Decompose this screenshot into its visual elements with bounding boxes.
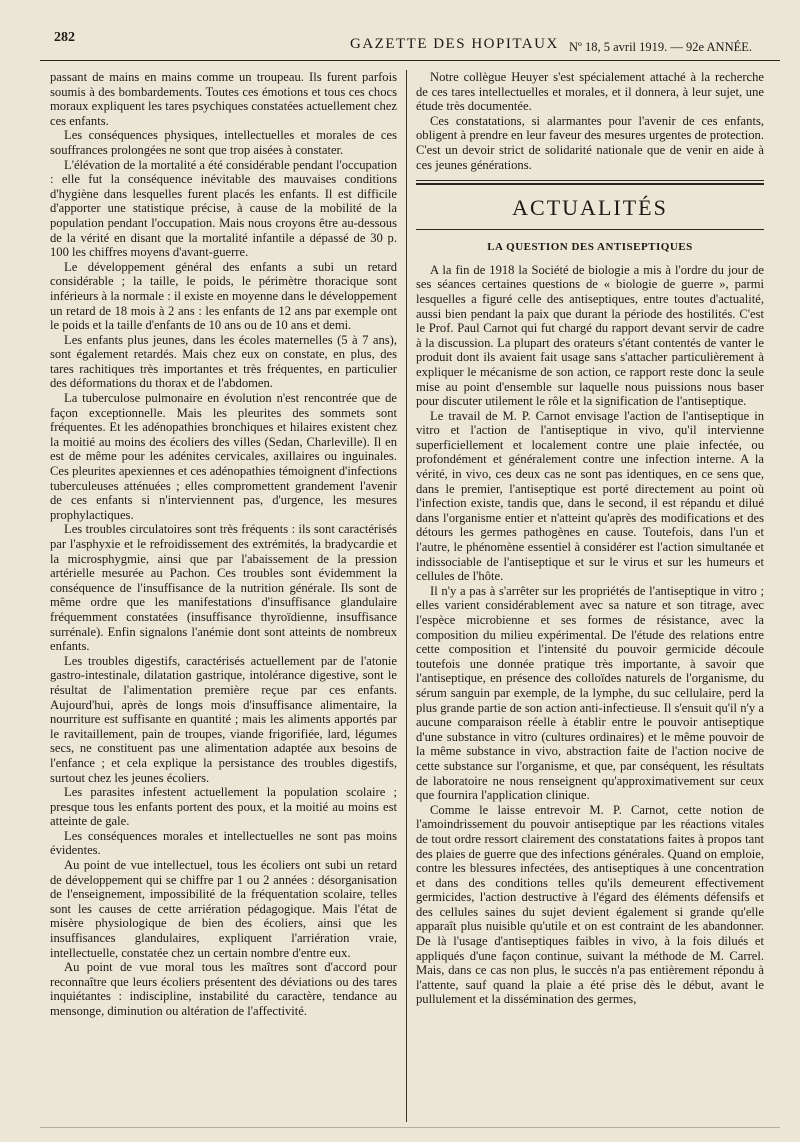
paragraph: L'élévation de la mortalité a été considérable pendant l'occupation : elle fut la conséquence inévitable des mauvaises conditions d'hygiène dans lesquelles furent placés les enfants. Il est difficile d'apporter une statistique précise, à cause de la mobilité de la population pendant l'occupation. Mais nous croyons être au-dessous de la vérité en disant que la mortalité infantile a dépassé de 30 p. 100 les chiffres moyens d'avant-guerre. <box>50 157 397 260</box>
article-title: LA QUESTION DES ANTISEPTIQUES <box>487 241 693 254</box>
paragraph: La tuberculose pulmonaire en évolution n'est rencontrée que de façon exceptionnelle. Mais les pleurites des sommets sont fréquentes. Et les adénopathies bronchiques et hilaires existent chez la moitié au moins des écoliers des villes (Sedan, Charleville). Il en est de même pour les adénites cervicales, axillaires ou inguinales. Ces pleurites apexiennes et ces adénopathies témoignent d'infections tuberculeuses atténuées ; elles compromettent grandement l'avenir de ces enfants si n'interviennent pas, d'urgence, les mesures prophylactiques. <box>50 391 397 522</box>
paragraph: Les troubles circulatoires sont très fréquents : ils sont caractérisés par l'asphyxie et le refroidissement des extrémités, la bradycardie et la microsphygmie, ainsi que par l'abaissement de la pression artérielle mesurée au Pachon. Ces troubles sont évidemment la conséquence de l'insuffisance de la nutrition générale. Ils sont de même ordre que les manifestations d'insuffisance glandulaire fréquemment constatées (insuffisance thyroïdienne, insuffisance surrénale). Enfin signalons l'anémie dont sont atteints de nombreux enfants. <box>50 522 397 654</box>
right-column <box>416 70 764 1122</box>
section-rule-thick <box>416 183 764 185</box>
title-underline <box>416 229 764 230</box>
paragraph: Les conséquences morales et intellectuelles ne sont pas moins évidentes. <box>50 828 397 858</box>
paragraph: Le travail de M. P. Carnot envisage l'action de l'antiseptique in vitro et l'action de l'antiseptique in vivo, qu'il intervienne superficiellement et localement contre une plaie infectée, ou profondément et généralement contre une infection interne. A la vérité, in vivo, ces deux cas ne sont pas identiques, en ce sens que, dans le premier, l'antiseptique est porté directement au point où l'infection existe, tandis que, dans le second, il est répandu et dilué dans l'organisme entier et n'atteint qu'après des modifications et des détours les germes pathogènes en cause. Toutefois, dans l'un et l'autre, le phénomène essentiel à considérer est l'action simultanée et indissociable de l'antiseptique et sur le virus et sur les humeurs et cellules de l'hôte. <box>416 408 764 584</box>
column-divider <box>406 70 407 1122</box>
paragraph: Le développement général des enfants a subi un retard considérable ; la taille, le poids, le périmètre thoracique sont inférieurs à la normale : il existe en moyenne dans le développement un retard de 18 mois à 2 ans : les enfants de 12 ans par exemple ont le poids et la taille d'enfants de 10 ans ou de 10 ans et demi. <box>50 259 397 333</box>
journal-title: GAZETTE DES HOPITAUX <box>350 36 559 52</box>
paragraph: Il n'y a pas à s'arrêter sur les propriétés de l'antiseptique in vitro ; elles varient considérablement avec sa nature et son titrage, avec l'espèce microbienne et ses formes de résistance, avec la composition du milieu expérimental. De l'étude des relations entre cette composition et l'intensité du pouvoir germicide découle toutefois une donnée pratique très importante, à savoir que l'antiseptique, en présence des colloïdes naturels de l'organisme, du sérum sanguin par exemple, de la lymphe, du suc cellulaire, perd la plus grande partie de son action anti-infectieuse. Il s'ensuit qu'il n'y a aucune comparaison réelle à établir entre le pouvoir antiseptique d'une substance in vitro (cultures ordinaires) et le même pouvoir de la même substance in vivo, abstraction faite de l'action nocive de cette substance sur l'organisme, et que, par conséquent, les résultats de laboratoire ne nous renseignent qu'approximativement sur ceux que fournira l'application clinique. <box>416 583 764 803</box>
paragraph: Au point de vue moral tous les maîtres sont d'accord pour reconnaître que leurs écoliers présentent des déviations ou des tares inquiétantes : indiscipline, instabilité du caractère, tendance au mensonge, diminution ou altération de l'affectivité. <box>50 960 397 1018</box>
left-column <box>50 70 397 1122</box>
paragraph: Comme le laisse entrevoir M. P. Carnot, cette notion de l'amoindrissement du pouvoir antiseptique par les réactions vitales de tout ordre ressort clairement des constatations faites à propos tant des plaies de guerre que des infections générales. Quand on emploie, contre les blessures infectées, des antiseptiques à une concentration et dans des conditions telles qu'ils demeurent effectivement germicides, l'action destructive à l'égard des éléments défensifs et des cellules saines du sujet devient également si grande qu'elle apparaît plus nuisible qu'utile et on est contraint de les abandonner. De là l'usage d'antiseptiques faibles in vivo, à la fois dilués et appliqués d'une façon continue, suivant la méthode de M. Carrel. Mais, dans ce cas non plus, le succès n'a pas entièrement répondu à l'attente, sauf quand la plaie a été prise dès le début, avant le pullulement et la dissémination des germes, <box>416 802 764 1007</box>
paragraph: Notre collègue Heuyer s'est spécialement attaché à la recherche de ces tares intellectuelles et morales, et il donnera, à leur sujet, une étude très documentée. <box>416 70 764 114</box>
section-title: ACTUALITÉS <box>512 195 668 221</box>
paragraph: passant de mains en mains comme un troupeau. Ils furent parfois soumis à des bombardements. Toutes ces émotions et tous ces chocs moraux expliquent les tares psychiques constatées actuellement chez ces enfants. <box>50 70 397 128</box>
section-rule-thin <box>416 180 764 181</box>
paragraph: A la fin de 1918 la Société de biologie a mis à l'ordre du jour de ses séances certaines questions de « biologie de guerre », parmi lesquelles a figuré celle des antiseptiques, entre toutes d'actualité, aussi bien pendant la paix que durant la période des hostilités. C'est le Prof. Paul Carnot qui fut chargé du rapport devant servir de cadre à la discussion. La plupart des orateurs s'étant contentés de vanter le produit dont ils avaient fait usage sans s'attacher particulièrement à expliquer le mécanisme de son action, ce rapport reste donc la seule mise au point d'ensemble sur laquelle nous puissions nous baser pour discuter utilement le rôle et la signification de l'antiseptique. <box>416 262 764 409</box>
paragraph: Ces constatations, si alarmantes pour l'avenir de ces enfants, obligent à prendre en leur faveur des mesures urgentes de protection. C'est un devoir strict de solidarité nationale que de venir en aide à ces jeunes générations. <box>416 113 764 172</box>
paragraph: Les conséquences physiques, intellectuelles et morales de ces souffrances prolongées ne sont que trop aisées à constater. <box>50 128 397 157</box>
paragraph: Au point de vue intellectuel, tous les écoliers ont subi un retard de développement qui se chiffre par 1 ou 2 années : désorganisation de l'enseignement, impossibilité de la fréquentation scolaire, telles sont les causes de cette arriération pédagogique. Mais l'état de misère physiologique de bien des écoliers, ainsi que les insuffisances glandulaires, expliquent l'arriération vraie, intellectuelle, constatée chez un certain nombre d'entre eux. <box>50 858 397 960</box>
paragraph: Les enfants plus jeunes, dans les écoles maternelles (5 à 7 ans), sont également retardés. Mais chez eux on constate, en plus, des tares rachitiques très importantes et très fréquentes, en particulier des déformations du thorax et de l'abdomen. <box>50 332 397 391</box>
page-number: 282 <box>54 30 75 45</box>
page-bottom-edge <box>40 1127 780 1128</box>
issue-line: Nº 18, 5 avril 1919. — 92e ANNÉE. <box>568 40 752 54</box>
paragraph: Les parasites infestent actuellement la population scolaire ; presque tous les enfants portent des poux, et la moitié au moins est atteinte de gale. <box>50 785 397 829</box>
paragraph: Les troubles digestifs, caractérisés actuellement par de l'atonie gastro-intestinale, dilatation gastrique, intolérance digestive, sont le résultat de l'alimentation première reçue par ces enfants. Aujourd'hui, après de longs mois d'insuffisance alimentaire, la nourriture est suffisante en quantité ; mais les aliments apportés par le ravitaillement, pain de troupes, viande frigorifiée, lard, légumes secs, ne constituent pas une alimentation adaptée aux besoins de l'enfance ; et cela explique la persistance des troubles digestifs, surtout chez les jeunes écoliers. <box>50 653 397 785</box>
page-header <box>40 28 780 61</box>
